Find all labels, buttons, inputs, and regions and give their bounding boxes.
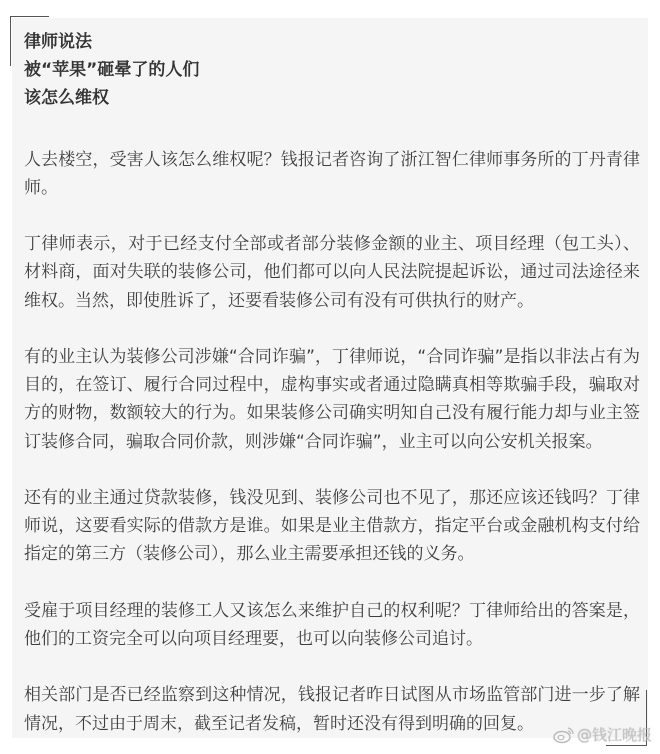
corner-bracket-bottom-right-horizontal: [606, 745, 647, 746]
corner-bracket-top-left: [10, 16, 49, 17]
section-heading-1: 律师说法: [24, 32, 92, 52]
paragraph-2: 丁律师表示，对于已经支付全部或者部分装修金额的业主、项目经理（包工头）、材料商，面对失联的装修公司，他们都可以向人民法院提起诉讼，通过司法途径来维权。当然，即使胜诉了，还要看装修公司有没有可供执行的财产。: [24, 234, 640, 311]
section-heading-2: 被“苹果”砸晕了的人们: [24, 60, 200, 81]
weibo-icon: [553, 726, 575, 744]
paragraph-3: 有的业主认为装修公司涉嫌“合同诈骗”，丁律师说，“合同诈骗”是指以非法占有为目的，在签订、履行合同过程中，虚构事实或者通过隐瞒真相等欺骗手段，骗取对方的财物，数额较大的行为。如果装修公司确实明知自己没有履行能力却与业主签订装修合同，骗取合同价款，则涉嫌“合同诈骗”，业主可以向公安机关报案。: [24, 347, 640, 452]
paragraph-5: 受雇于项目经理的装修工人又该怎么来维护自己的权利呢？丁律师给出的答案是，他们的工资完全可以向项目经理要，也可以向装修公司追讨。: [24, 600, 640, 649]
watermark-text: @钱江晚报: [576, 726, 652, 744]
corner-bracket-top-left-vertical: [10, 16, 11, 66]
watermark: [553, 724, 652, 745]
paragraph-6: 相关部门是否已经监察到这种情况，钱报记者昨日试图从市场监管部门进一步了解情况，不过由于周末，截至记者发稿，暂时还没有得到明确的回复。: [24, 685, 640, 734]
paragraph-4: 还有的业主通过贷款装修，钱没见到、装修公司也不见了，那还应该还钱吗？丁律师说，这要看实际的借款方是谁。如果是业主借款方，指定平台或金融机构支付给指定的第三方（装修公司），那么业主需要承担还钱的义务。: [24, 488, 640, 565]
article-content: [24, 28, 640, 738]
section-heading-3: 该怎么维权: [24, 88, 109, 109]
paragraph-1: 人去楼空，受害人该怎么维权呢？钱报记者咨询了浙江智仁律师事务所的丁丹青律师。: [24, 149, 640, 198]
